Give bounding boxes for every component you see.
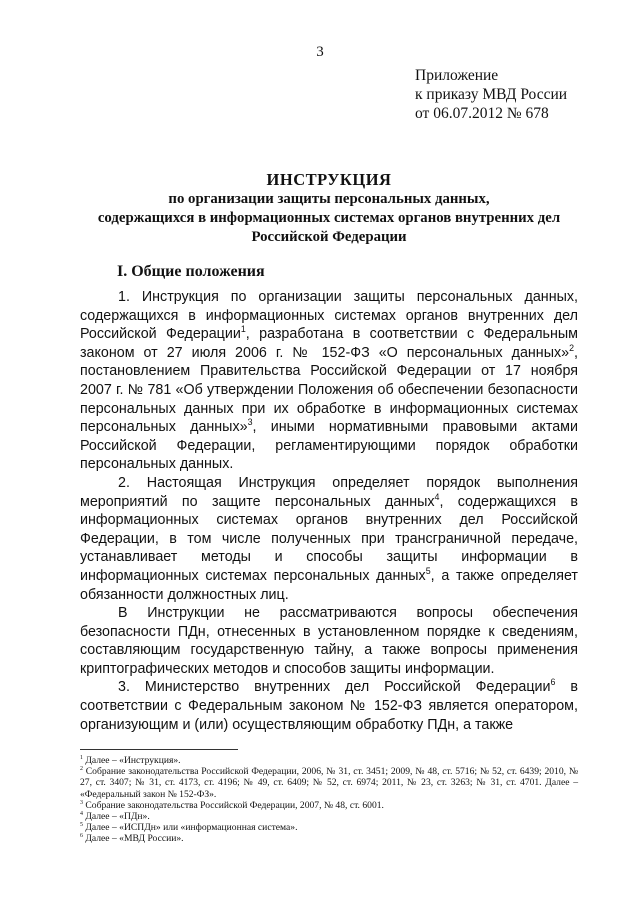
footnotes-block <box>80 755 578 845</box>
paragraph-1-text-b: , разработана в соответствии с Федеральным законом от 27 июля 2006 г. № 152-ФЗ «О персональных данных» <box>80 326 578 361</box>
paragraph-2-text-b: , содержащихся в информационных системах органов внутренних дел Российской Федерации, в том числе полученных при трансграничной передаче, устанавливает методы и способы защиты информации в информационных системах персональных данных <box>80 493 578 584</box>
appendix-line-1: Приложение <box>415 67 499 84</box>
document-subtitle-line-2: содержащихся в информационных системах органов внутренних дел <box>97 210 561 226</box>
paragraph-4-text-a: 3. Министерство внутренних дел Российской Федерации <box>118 679 551 696</box>
footnote-number: 4 <box>80 810 83 817</box>
footnote-ref-3: 3 <box>247 417 253 428</box>
footnote-number: 2 <box>80 766 83 773</box>
footnote-text: Далее – «МВД России». <box>82 833 184 845</box>
appendix-line-3: от 06.07.2012 № 678 <box>415 105 549 122</box>
document-subtitle-line-1: по организации защиты персональных данных, <box>168 191 490 207</box>
footnote-text: Далее – «ПДн». <box>82 811 150 823</box>
section-heading: I. Общие положения <box>117 263 265 280</box>
paragraph-4-text-b: в соответствии с Федеральным законом № 152-ФЗ является оператором, организующим и (или) осуществляющим обработку ПДн, а также <box>80 679 578 733</box>
footnote-number: 6 <box>80 833 83 840</box>
footnote-number: 1 <box>80 754 83 761</box>
paragraph-2-text-a: 2. Настоящая Инструкция определяет порядок выполнения мероприятий по защите персональных данных <box>80 474 578 510</box>
footnote-number: 5 <box>80 822 83 829</box>
footnote-text: Собрание законодательства Российской Федерации, 2006, № 31, ст. 3451; 2009, № 48, ст. 5716; № 52, ст. 6439; 2010, № 27, ст. 3407; № 31, ст. 4173, ст. 4196; № 49, ст. 6409; № 52, ст. 6974; 2011, № 23, ст. 3263; № 31, ст. 4701. Далее – «Федеральный закон № 152-ФЗ». <box>80 766 578 800</box>
appendix-line-2: к приказу МВД России <box>415 86 568 103</box>
footnote-ref-1: 1 <box>240 324 246 335</box>
page-number: 3 <box>316 44 324 60</box>
paragraph-1-text-a: 1. Инструкция по организации защиты персональных данных, содержащихся в информационных системах органов внутренних дел Российской Федерации <box>80 289 578 343</box>
footnote-text: Далее – «Инструкция». <box>82 755 181 766</box>
paragraph-1 <box>80 288 578 474</box>
paragraph-2 <box>80 474 578 604</box>
footnote-text: Собрание законодательства Российской Федерации, 2007, № 48, ст. 6001. <box>82 799 384 811</box>
document-title-block <box>80 170 578 247</box>
footnote-6 <box>80 833 578 844</box>
paragraph-4 <box>80 678 578 734</box>
paragraph-1-text-c: , постановлением Правительства Российской Федерации от 17 ноября 2007 г. № 781 «Об утверждении Положения об обеспечении безопасности персональных данных при их обработке в информационных системах персональных данных» <box>80 344 578 436</box>
paragraph-2-text-c: , а также определяет обязанности должностных лиц. <box>80 567 578 603</box>
paragraph-3: В Инструкции не рассматриваются вопросы обеспечения безопасности ПДн, отнесенных в установленном порядке к сведениям, составляющим государственную тайну, а также вопросы применения криптографических методов и способов защиты информации. <box>80 605 578 677</box>
footnote-ref-5: 5 <box>425 566 431 577</box>
footnote-ref-6: 6 <box>550 677 556 688</box>
appendix-block <box>415 66 567 123</box>
footnote-4 <box>80 811 578 822</box>
footnote-3 <box>80 800 578 811</box>
paragraph-1-text-d: , иными нормативными правовыми актами Российской Федерации, регламентирующими порядок обработки персональных данных. <box>80 419 579 473</box>
footnote-2 <box>80 766 578 800</box>
footnote-ref-4: 4 <box>434 491 440 502</box>
footnote-ref-2: 2 <box>569 343 575 354</box>
document-title: ИНСТРУКЦИЯ <box>266 170 392 189</box>
footnote-number: 3 <box>80 799 83 806</box>
footnote-text: Далее – «ИСПДн» или «информационная система». <box>82 822 298 834</box>
document-subtitle-line-3: Российской Федерации <box>251 229 407 245</box>
footnote-5 <box>80 822 578 833</box>
document-body <box>80 288 578 734</box>
footnote-divider <box>80 749 238 750</box>
footnote-1 <box>80 755 578 766</box>
